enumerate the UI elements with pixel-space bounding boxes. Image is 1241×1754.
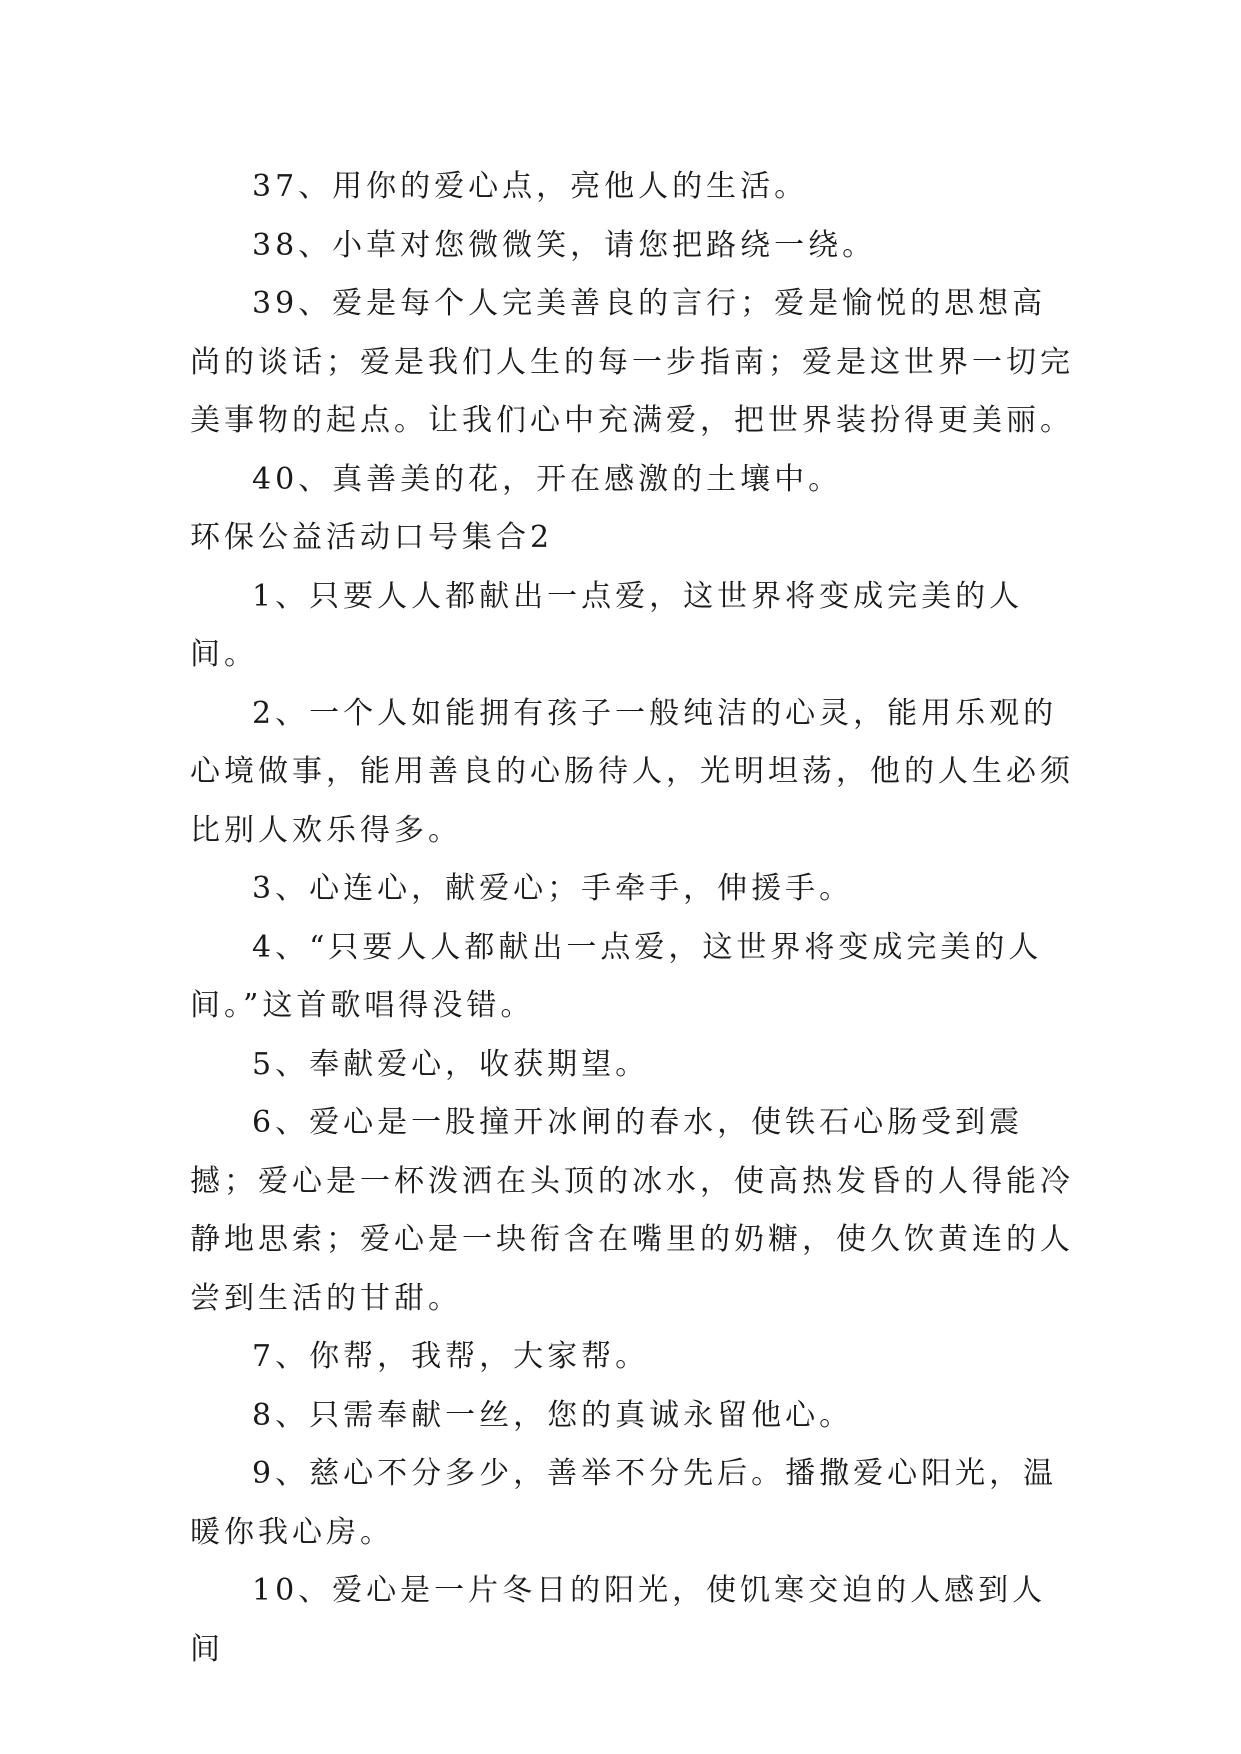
paragraph-1: 1、只要人人都献出一点爱，这世界将变成完美的人间。 <box>190 578 1024 672</box>
paragraph-37: 37、用你的爱心点，亮他人的生活。 <box>252 169 809 204</box>
paragraph-10: 10、爱心是一片冬日的阳光，使饥寒交迫的人感到人间 <box>190 1573 1047 1667</box>
paragraph-38: 38、小草对您微微笑，请您把路绕一绕。 <box>252 227 877 263</box>
paragraph-4: 4、“只要人人都献出一点爱，这世界将变成完美的人间。”这首歌唱得没错。 <box>190 929 1043 1023</box>
paragraph-9: 9、慈心不分多少，善举不分先后。播撒爱心阳光，温暖你我心房。 <box>190 1456 1058 1550</box>
paragraph-5: 5、奉献爱心，收获期望。 <box>252 1046 650 1082</box>
paragraph-8: 8、只需奉献一丝，您的真诚永留他心。 <box>252 1397 854 1433</box>
paragraph-6: 6、爱心是一股撞开冰闸的春水，使铁石心肠受到震撼；爱心是一杯泼洒在头顶的冰水，使高热发昏的人得能冷静地思索；爱心是一块衔含在嘴里的奶糖，使久饮黄连的人尝到生活的甘甜。 <box>190 1105 1074 1316</box>
paragraph-7: 7、你帮，我帮，大家帮。 <box>252 1339 650 1374</box>
paragraph-39: 39、爱是每个人完美善良的言行；爱是愉悦的思想高尚的谈话；爱是我们人生的每一步指南；爱是这世界一切完美事物的起点。让我们心中充满爱，把世界装扮得更美丽。 <box>190 286 1074 438</box>
paragraph-3: 3、心连心，献爱心；手牵手，伸援手。 <box>252 871 854 906</box>
paragraph-2: 2、一个人如能拥有孩子一般纯洁的心灵，能用乐观的心境做事，能用善良的心肠待人，光明坦荡，他的人生必须比别人欢乐得多。 <box>190 695 1074 848</box>
section-title: 环保公益活动口号集合2 <box>190 520 554 555</box>
paragraph-40: 40、真善美的花，开在感激的土壤中。 <box>252 461 843 497</box>
document-body <box>190 158 1080 1679</box>
